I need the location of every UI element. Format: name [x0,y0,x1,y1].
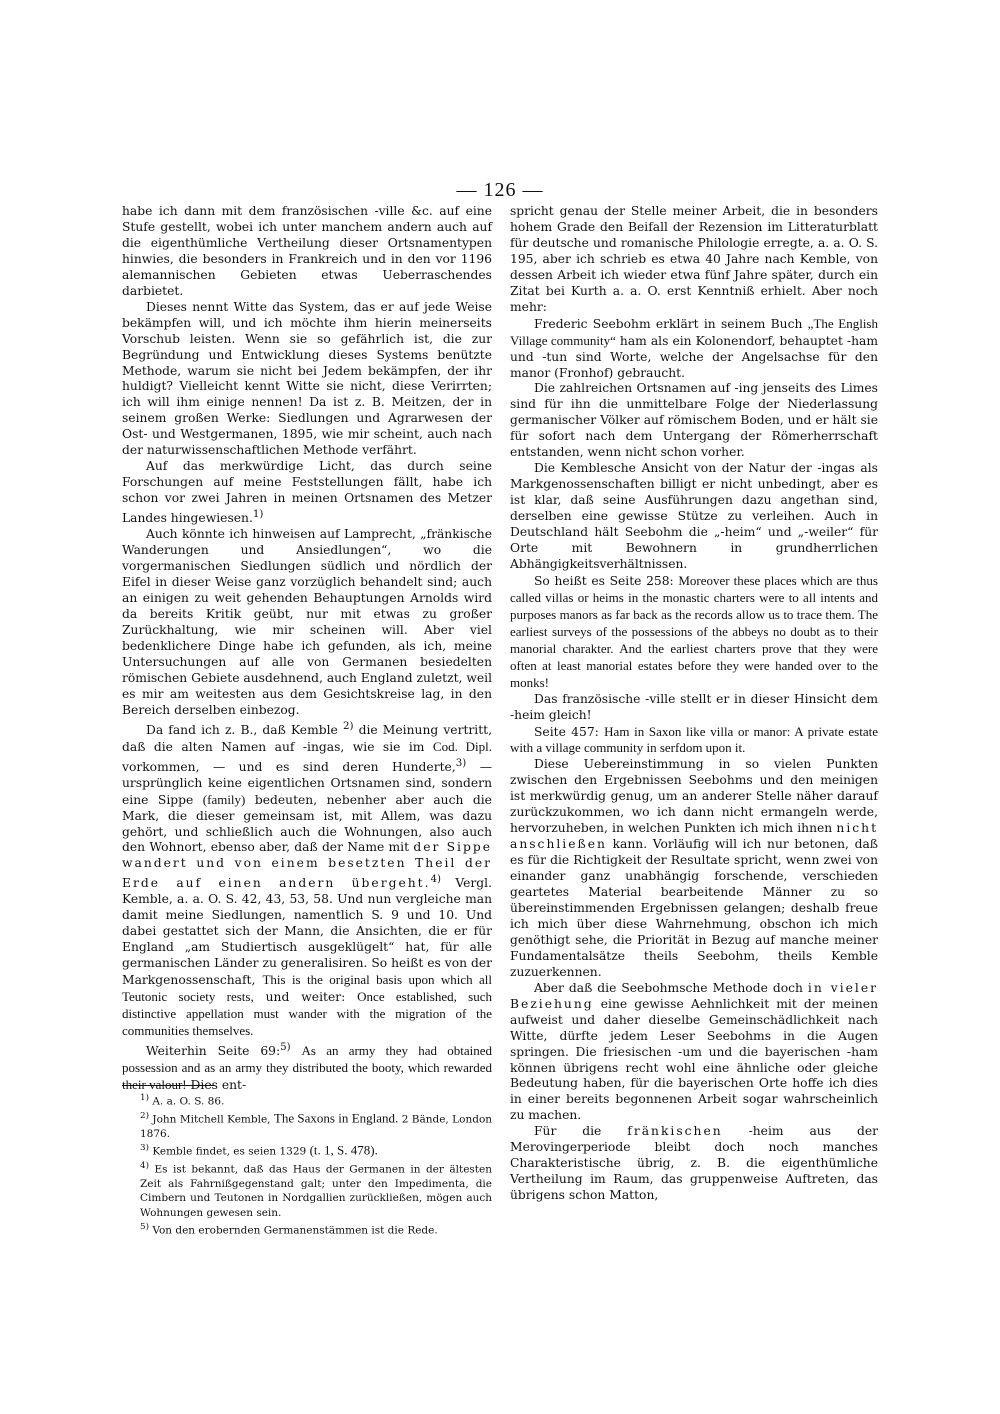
paragraph: Die Kemblesche Ansicht von der Natur der -ingas als Markgenossenschaften billigt er nicht unbedingt, aber es ist klar, daß seine Ausführungen dazu angethan sind, derselben eine gewisse Stütze zu verleihen. Auch in Deutschland hält Seebohm die „-heim“ und „-weiler“ für Orte mit Bewohnern in grundherrlichen Abhängigkeitsverhältnissen. [510,461,878,571]
latin-text: (family) [202,791,246,807]
spaced-emphasis: in vieler Beziehung [510,980,878,1011]
right-column [510,204,878,1204]
paragraph: Auch könnte ich hinweisen auf Lamprecht, „fränkische Wanderungen und Ansiedlungen“, wo die vorgermanischen Siedlungen südlich und nördlich der Eifel in dieser Weise ganz vorzüglich behandelt sind; auch an einigen zu weit gehenden Behauptungen Arnolds wird da bereits Kritik geübt, nur mit etwas zu großer Zurückhaltung, wie mir scheinen will. Aber viel bedenklichere Dinge habe ich gefunden, als ich, meine Untersuchungen auf alle von Germanen besiedelten römischen Gebiete ausdehnend, auch England zuletzt, weil es mir am weitesten aus dem Gesichtskreise lag, in den Bereich derselben einbezog. [122,527,492,717]
footnote-number: 4) [140,1161,149,1172]
footnote-number: 3) [140,1143,149,1154]
paragraph-text: -heim aus der Merovingerperiode bleibt doch noch manches Charakteristische übrig, z. B. die eigenthümliche Vertheilung im Raum, das gruppenweise Auftreten, das übrigens schon Matton, [510,1124,878,1203]
english-quote: As an army they had obtained possession and as an army they distributed the booty, which rewarded their valour! [122,1043,492,1092]
paragraph-text: Frederic Seebohm erklärt in seinem Buch [534,316,803,331]
footnote-text: A. a. O. S. 86. [152,1095,225,1108]
paragraph [122,459,492,527]
footnote-ref: 1) [252,508,264,521]
footnote-rule [122,1085,214,1086]
paragraph [510,724,878,758]
paragraph-text: Für die [534,1124,602,1139]
paragraph-text: Auf das merkwürdige Licht, das durch seine Forschungen auf meine Feststellungen fällt, habe ich schon vor zwei Jahren in meinen Ortsnamen des Metzer Landes hingewiesen. [122,459,492,526]
paragraph [510,1124,878,1204]
paragraph: spricht genau der Stelle meiner Arbeit, die in besonders hohem Grade den Beifall der Rezension im Litteraturblatt für deutsche und romanische Philologie erregte, a. a. O. S. 195, aber ich schrieb es etwa 40 Jahre nach Kemble, von dessen Arbeit ich wieder etwa fünf Jahre später, durch ein Zitat bei Kurth a. a. O. erst Kenntniß erhielt. Aber noch mehr: [510,204,878,314]
paragraph-text: bedeuten, nebenher aber auch die Mark, die dieser gemeinsam ist, mit Allem, was dazu gehört, und schließlich auch die Wohnungen, also auch den Wohnort, ebenso aber, daß der Name mit [122,792,492,855]
latin-text: The Saxons in England. [273,1110,399,1126]
paragraph [510,573,878,692]
footnote [140,1109,492,1141]
page-number: — 126 — [456,179,544,201]
spaced-emphasis: fränkischen [627,1124,723,1139]
footnote-text: Kemble findet, es seien 1329 [152,1145,307,1158]
paragraph: habe ich dann mit dem französischen -ville &c. auf eine Stufe gestellt, wobei ich unter manchem andern auch auf die eigenthümliche Vertheilung dieser Ortsnamentypen hinwies, die besonders in Frankreich und in den vor 1196 alemannischen Gebieten etwas Ueberraschendes darbietet. [122,204,492,298]
english-quote: This is the original basis upon which all Teutonic society rests, [122,972,492,1005]
paragraph-text: und weiter: [265,990,346,1005]
paragraph [510,981,878,1125]
footnote-ref: 3) [455,756,467,769]
paragraph-text: Vergl. Kemble, a. a. O. S. 42, 43, 53, 58. Und nun vergleiche man damit meine Siedlungen, namentlich S. 9 und 10. Und dabei gestattet sich der Mann, die Ansichten, die er für England „am Studiertisch ausgeklügelt“ hat, für alle germanischen Länder zu generalisiren. So heißt es von der Markgenossenschaft, [122,876,492,988]
paragraph-text: Da fand ich z. B., daß Kemble [146,722,338,737]
spaced-emphasis: nicht anschließen [510,821,879,852]
paragraph-text: ham als ein Kolonendorf, behauptet -ham und -tun sind Worte, welche der Angelsachse für den manor (Fronhof) gebraucht. [510,333,878,380]
footnotes [140,1091,492,1238]
paragraph [122,719,492,1040]
footnote [140,1141,492,1159]
spaced-emphasis: der Sippe wandert und von einem besetzten Theil der Erde auf einen andern übergeht. [122,840,492,891]
english-quote: Moreover these places which are thus called villas or heims in the monastic charters were to all intents and purposes manors as far back as the records allow us to trace them. The earliest surveys of the possessions of the abbeys no doubt as to their manorial charakter. And the earliest charters prove that they were often at least manorial estates before they were handed over to the monks! [510,572,878,690]
paragraph-text: So heißt es Seite 258: [534,573,674,588]
english-quote: Once established, such distinctive appellation must wander with the migration of the communities themselves. [122,989,492,1039]
paragraph-text: Dies ent- [190,1077,247,1092]
paragraph [510,757,878,980]
footnote [140,1220,492,1238]
paragraph-text: Seite 457: [534,724,599,739]
paragraph-text: kann. Vorläufig will ich nur betonen, daß es für die Richtigkeit der Resultate spricht, wenn zwei von einander ganz unabhängig forschende, verschieden geartetes Material bearbeitende Männer zu so übereinstimmenden Ergebnissen gelangen; deshalb freue ich mich über diese Wahrnehmung, obschon ich mich genöthigt sehe, die Priorität in Bezug auf manche meiner Fundamentalsätze theils Seebohm, theils Kemble zuzuerkennen. [510,837,878,979]
left-column [122,204,492,1094]
paragraph-text: eine gewisse Aehnlichkeit mit der meinen aufweist und daher dieselbe Gemeinschädlichkeit nach Witte, dürfte jedem Leser Seebohms in die Augen springen. Die friesischen -um und die bayerischen -ham können übrigens recht wohl eine ähnliche oder gleiche Bedeutung haben, für die bayerischen Orte hoffe ich dies in einer bereits begonnenen Arbeit sogar wahrscheinlich zu machen. [510,996,878,1123]
latin-text: Cod. Dipl. [432,738,492,754]
footnote-ref: 2) [342,719,354,732]
paragraph-text: vorkommen, — und es sind deren Hunderte, [122,759,456,774]
paragraph-text: Diese Uebereinstimmung in so vielen Punkten zwischen den Ergebnissen Seebohms und den meinigen ist merkwürdig genug, um an anderer Stelle näher darauf zurückzukommen, wo ich dann nicht ermangeln werde, hervorzuheben, in welchen Punkten ich mich ihnen [510,757,878,836]
footnote-text: Es ist bekannt, daß das Haus der Germanen in der ältesten Zeit als Fahrnißgegenstand galt; unter den Impedimenta, die Cimbern und Teutonen in Nordgallien zurückließen, mögen auch Wohnungen gewesen sein. [140,1163,492,1219]
footnote-ref: 4) [430,873,442,886]
footnote-text: 2 Bände, London 1876. [140,1113,493,1140]
paragraph-text: Aber daß die Seebohmsche Methode doch [534,980,803,995]
english-title: „The English Village community“ [510,315,878,348]
footnote-number: 2) [140,1110,149,1121]
english-quote: Ham in Saxon like villa or manor: A private estate with a village community in serfdom upon it. [510,723,878,756]
paragraph-text: — ursprünglich keine eigentlichen Ortsnamen sind, sondern eine Sippe [122,759,492,807]
footnote-ref: 5) [280,1040,291,1053]
footnote [140,1091,492,1109]
paragraph [510,316,878,382]
footnote-number: 5) [140,1222,149,1233]
footnote [140,1159,492,1220]
paragraph: Das französische -ville stellt er in dieser Hinsicht dem -heim gleich! [510,691,878,722]
footnote-number: 1) [140,1093,149,1103]
paragraph: Dieses nennt Witte das System, das er auf jede Weise bekämpfen will, und ich möchte ihm hierin meinerseits Vorschub leisten. Wenn sie so gefährlich ist, die zur Begründung und Entwicklung dieses Systems benützte Methode, warum sie nicht bei Jedem bekämpfen, der ihr huldigt? Vielleicht kennt Witte sie nicht, diese Verirrten; ich will ihm einige nennen! Da ist z. B. Meitzen, der in seinem großen Werke: Siedlungen und Agrarwesen der Ost- und Westgermanen, 1895, wie mir scheint, auch nach der naturwissenschaftlichen Methode verfährt. [122,299,492,458]
footnote-text: Von den erobernden Germanenstämmen ist die Rede. [152,1224,438,1237]
paragraph-text: Weiterhin Seite 69: [146,1044,281,1059]
paragraph: Die zahlreichen Ortsnamen auf -ing jenseits des Limes sind für ihn die unmittelbare Folge der Niederlassung germanischer Völker auf römischem Boden, und er hält sie für sofort nach dem Untergang der Römerherrschaft entstanden, wenn nicht schon vorher. [510,381,878,460]
paragraph-text: die Meinung vertritt, daß die alten Namen auf -ingas, wie sie im [122,722,492,754]
footnote-text: John Mitchell Kemble, [152,1113,271,1126]
latin-text: (t. 1, S. 478). [309,1142,378,1158]
